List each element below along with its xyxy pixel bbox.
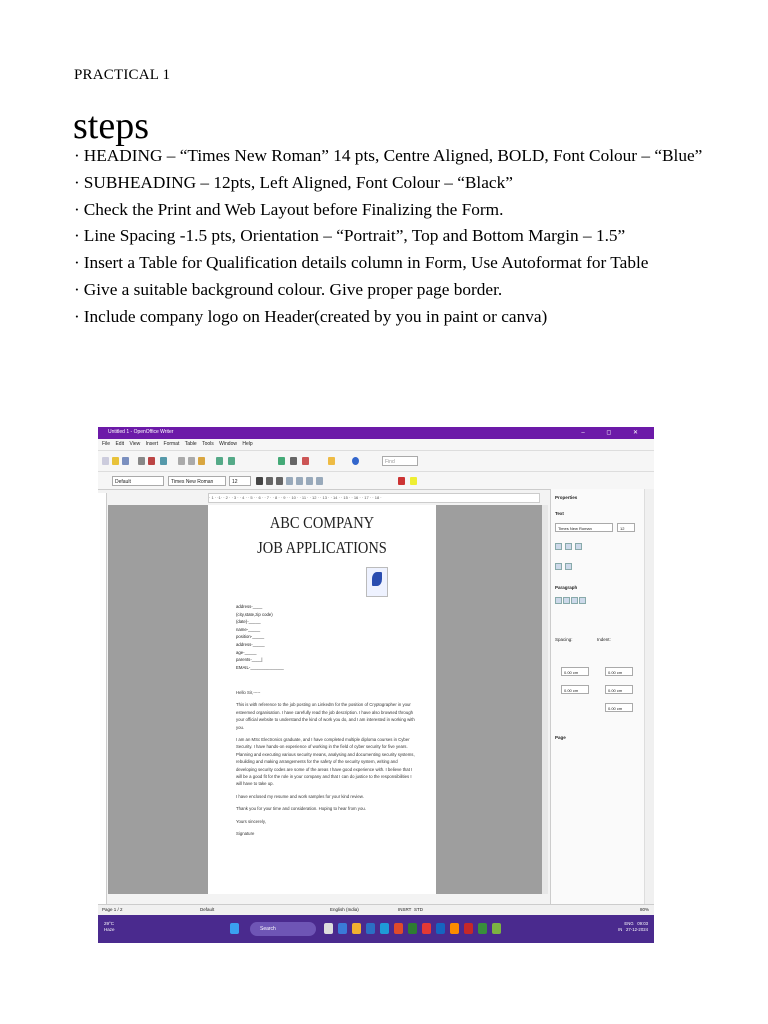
- system-tray[interactable]: [618, 921, 648, 933]
- weather-widget[interactable]: [104, 921, 115, 933]
- field-line: (city,state,zip code): [236, 611, 273, 617]
- paragraph-style-select[interactable]: Default: [112, 476, 164, 486]
- italic-icon[interactable]: [565, 543, 572, 550]
- practical-label: PRACTICAL 1: [74, 67, 171, 83]
- app-icon[interactable]: [422, 923, 431, 934]
- step-item: [74, 307, 710, 327]
- app-icon[interactable]: [478, 923, 487, 934]
- save-icon[interactable]: [122, 457, 129, 465]
- step-text: HEADING – “Times New Roman” 14 pts, Centre Aligned, BOLD, Font Colour – “Blue”: [83, 146, 703, 165]
- subscript-icon[interactable]: [565, 563, 572, 570]
- field-line: address-____: [236, 604, 263, 609]
- task-view-icon[interactable]: [324, 923, 333, 934]
- page-count: Page 1 / 2: [102, 907, 123, 912]
- field-line: address-_____: [236, 641, 265, 647]
- paste-icon[interactable]: [198, 457, 205, 465]
- indent-after-field[interactable]: 0.00 cm: [605, 685, 633, 694]
- window-controls[interactable]: – ◻ ✕: [581, 430, 648, 436]
- field-line: name-_____: [236, 626, 261, 632]
- temperature: 29°C: [104, 921, 115, 926]
- superscript-icon[interactable]: [555, 563, 562, 570]
- field-line: EMAIL-______________: [236, 664, 284, 670]
- image-icon[interactable]: [290, 457, 297, 465]
- step-item: [74, 173, 710, 193]
- font-name-select[interactable]: Times New Roman: [168, 476, 226, 486]
- form-fields: [236, 603, 284, 671]
- bullet: ·: [74, 146, 80, 165]
- standard-toolbar: [98, 451, 654, 472]
- start-icon[interactable]: [230, 923, 239, 934]
- sidebar-font-size[interactable]: 12: [617, 523, 635, 532]
- new-icon[interactable]: [102, 457, 109, 465]
- sidebar-font-name[interactable]: Times New Roman: [555, 523, 613, 532]
- vertical-ruler: [98, 493, 107, 913]
- signature: Signature: [236, 831, 255, 837]
- align-center-icon[interactable]: [296, 477, 303, 485]
- justify-icon[interactable]: [579, 597, 586, 604]
- clock-date: 27-12-2024: [626, 927, 648, 932]
- properties-sidebar: [550, 489, 645, 914]
- menu-edit[interactable]: Edit: [115, 441, 125, 447]
- menu-bar: [98, 439, 654, 451]
- italic-icon[interactable]: [266, 477, 273, 485]
- step-text: Give a suitable background colour. Give proper page border.: [83, 279, 503, 299]
- writer-screenshot: [98, 427, 654, 943]
- step-item: [74, 280, 710, 300]
- company-logo: [366, 567, 388, 597]
- menu-help[interactable]: Help: [242, 441, 253, 447]
- menu-file[interactable]: File: [102, 441, 111, 447]
- bullet: ·: [74, 279, 80, 299]
- file-explorer-icon[interactable]: [352, 923, 361, 934]
- step-text: Line Spacing -1.5 pts, Orientation – “Portrait”, Top and Bottom Margin – 1.5”: [83, 226, 626, 246]
- company-heading: ABC COMPANY: [269, 513, 375, 532]
- letter-paragraph: I have enclosed my resume and work samples for your kind review.: [236, 793, 364, 799]
- redo-icon[interactable]: [228, 457, 235, 465]
- letter-body: [236, 689, 416, 843]
- app-icon[interactable]: [394, 923, 403, 934]
- menu-window[interactable]: Window: [219, 441, 237, 447]
- justify-icon[interactable]: [316, 477, 323, 485]
- step-item: [74, 200, 710, 220]
- align-center-icon[interactable]: [563, 597, 570, 604]
- bullet: ·: [74, 172, 80, 192]
- field-line: position-_____: [236, 634, 265, 640]
- step-text: Check the Print and Web Layout before Finalizing the Form.: [83, 199, 504, 219]
- store-icon[interactable]: [366, 923, 375, 934]
- selection-mode[interactable]: STD: [414, 907, 423, 912]
- job-applications-heading: JOB APPLICATIONS: [257, 538, 387, 557]
- closing: Yours sincerely,: [236, 818, 266, 824]
- step-item: [74, 146, 710, 166]
- open-icon[interactable]: [112, 457, 119, 465]
- field-line: (date)-_____: [236, 619, 261, 625]
- help-icon[interactable]: [352, 457, 359, 465]
- vertical-scrollbar[interactable]: [542, 505, 548, 894]
- cut-icon[interactable]: [178, 457, 185, 465]
- windows-taskbar: [98, 915, 654, 943]
- field-line: parents-____|: [236, 657, 263, 663]
- align-right-icon[interactable]: [571, 597, 578, 604]
- steps-heading: steps: [73, 105, 149, 147]
- page-style: Default: [200, 907, 215, 912]
- step-text: Insert a Table for Qualification details column in Form, Use Autoformat for Table: [83, 253, 649, 273]
- font-size-select[interactable]: 12: [229, 476, 251, 486]
- align-left-icon[interactable]: [555, 597, 562, 604]
- step-item: [74, 253, 710, 273]
- taskbar-search[interactable]: Search: [250, 922, 316, 936]
- font-color-icon[interactable]: [398, 477, 405, 485]
- letter-paragraph: I am an MSc Electronics graduate, and I have completed multiple diploma courses in Cyber Security. I have hands-on experience of working in the field of cyber security for five years. Planning and executing various security means, analysing and documenting security systems, rebuilding and making arrangements for the safety of the security system, writing and developing security codes are some of the areas I have good experience with. I believe that I will be a good fit for the role in your company and that I can do justice to the responsibilities I will have to take up.: [236, 737, 415, 787]
- greeting: Hello Sir,-----: [236, 690, 261, 695]
- menu-view[interactable]: View: [129, 441, 141, 447]
- weather-condition: Haze: [104, 927, 115, 932]
- formatting-toolbar: [98, 472, 654, 490]
- language-region: IN: [618, 927, 623, 932]
- menu-format[interactable]: Format: [163, 441, 180, 447]
- insert-mode[interactable]: INSRT: [398, 907, 412, 912]
- language[interactable]: English (India): [330, 907, 359, 912]
- window-titlebar: [98, 427, 654, 439]
- menu-tools[interactable]: Tools: [202, 441, 214, 447]
- first-line-indent-field[interactable]: 0.00 cm: [605, 703, 633, 712]
- bold-icon[interactable]: [555, 543, 562, 550]
- navigator-icon[interactable]: [328, 457, 335, 465]
- menu-table[interactable]: Table: [184, 441, 197, 447]
- underline-icon[interactable]: [575, 543, 582, 550]
- step-text: Include company logo on Header(created by you in paint or canva): [83, 306, 548, 326]
- indent-label: Indent:: [597, 637, 611, 642]
- status-bar: [98, 904, 654, 915]
- bullet: ·: [74, 199, 80, 219]
- openoffice-writer-icon[interactable]: [492, 923, 501, 934]
- steps-list: [74, 146, 710, 334]
- step-text: SUBHEADING – 12pts, Left Aligned, Font Colour – “Black”: [83, 172, 513, 192]
- letter-paragraph: Thank you for your time and consideration. Hoping to hear from you.: [236, 806, 366, 812]
- page-section-header[interactable]: Page: [555, 735, 566, 740]
- app-icon[interactable]: [464, 923, 473, 934]
- highlight-icon[interactable]: [410, 477, 417, 485]
- horizontal-ruler: · 1 · ·1· · 2 · · 3 · · 4 · · 5 · · 6 · · 7 · · 8 · · 9 · · 10 · · 11 · · 12 · · 13 · · 14 · · 15 · · 16 · · 17 · · 18 ·: [208, 493, 540, 503]
- copy-icon[interactable]: [188, 457, 195, 465]
- align-right-icon[interactable]: [306, 477, 313, 485]
- text-section-header[interactable]: Text: [555, 511, 564, 516]
- sidebar-tab-strip[interactable]: [644, 489, 654, 914]
- letter-paragraph: This is with reference to the job posting on LinkedIn for the position of Cryptographer in your esteemed organisation. I have carefully read the job description. I have also browsed through your official website to understand the kind of work you do, and I am interested in working with you.: [236, 702, 415, 730]
- language-indicator: ENG: [624, 921, 634, 926]
- spellcheck-icon[interactable]: [160, 457, 167, 465]
- table-icon[interactable]: [278, 457, 285, 465]
- undo-icon[interactable]: [216, 457, 223, 465]
- app-icon[interactable]: [450, 923, 459, 934]
- pdf-icon[interactable]: [148, 457, 155, 465]
- edge-icon[interactable]: [338, 923, 347, 934]
- bullet: ·: [74, 226, 80, 246]
- sidebar-title: Properties: [555, 495, 578, 500]
- underline-icon[interactable]: [276, 477, 283, 485]
- app-icon[interactable]: [380, 923, 389, 934]
- indent-before-field[interactable]: 0.00 cm: [605, 667, 633, 676]
- spacing-label: Spacing:: [555, 637, 573, 642]
- bullet: ·: [74, 253, 80, 273]
- clock-time: 09:03: [637, 921, 648, 926]
- menu-insert[interactable]: Insert: [145, 441, 159, 447]
- align-left-icon[interactable]: [286, 477, 293, 485]
- step-item: [74, 226, 710, 246]
- field-line: age-_____: [236, 649, 257, 655]
- app-icon[interactable]: [408, 923, 417, 934]
- find-input[interactable]: Find: [382, 456, 418, 466]
- paragraph-section-header[interactable]: Paragraph: [555, 585, 578, 590]
- print-icon[interactable]: [138, 457, 145, 465]
- bullet: ·: [74, 306, 80, 326]
- spacing-below-field[interactable]: 0.00 cm: [561, 685, 589, 694]
- bold-icon[interactable]: [256, 477, 263, 485]
- spacing-above-field[interactable]: 0.00 cm: [561, 667, 589, 676]
- zoom-level[interactable]: 80%: [640, 907, 650, 912]
- app-icon[interactable]: [436, 923, 445, 934]
- chart-icon[interactable]: [302, 457, 309, 465]
- window-title: Untitled 1 - OpenOffice Writer: [108, 429, 174, 435]
